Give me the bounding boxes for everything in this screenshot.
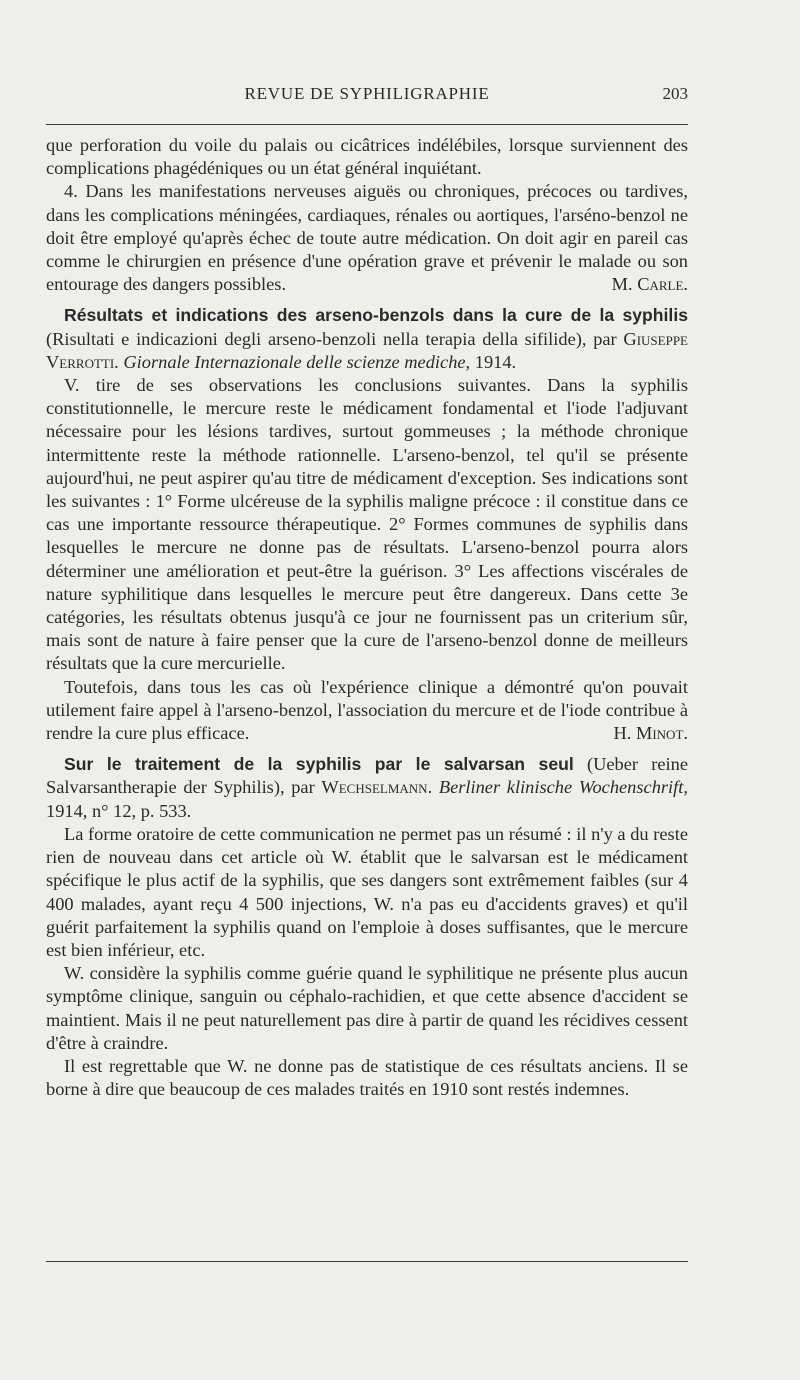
entry-author: Wechselmann [321, 777, 428, 798]
entry-journal: Giornale Internazionale delle scienze mediche, [123, 351, 471, 372]
entry-reference: 1914. [470, 351, 517, 372]
paragraph [46, 180, 688, 296]
entry-reference: 1914, n° 12, p. 533. [46, 800, 192, 821]
signature: H. Minot. [613, 723, 688, 744]
entry-reference: . [114, 351, 124, 372]
running-title: REVUE DE SYPHILIGRAPHIE [244, 84, 490, 103]
paragraph: La forme oratoire de cette communication ne permet pas un résumé : il n'y a du reste rien de nouveau dans cet article où W. établit que le salvarsan est le médicament spécifique le plus actif de la syphilis, que ses dangers sont extrêmement faibles (sur 4 400 malades, ayant reçu 4 500 injections, W. n'a pas eu d'accidents graves) et qu'il guérit parfaitement la syphilis quand on l'emploie à doses suffisantes, que le mercure est bien inférieur, etc. [46, 823, 688, 960]
paragraph: W. considère la syphilis comme guérie quand le syphilitique ne présente plus aucun symptôme clinique, sanguin ou céphalo-rachidien, et que cette absence d'accident se maintient. Mais il ne peut naturellement pas dire à partir de quand les récidives cessent d'être à craindre. [46, 963, 688, 1053]
entry-reference: (Risultati e indicazioni degli arseno-benzoli nella terapia della sifilide), par [46, 328, 624, 349]
paragraph [46, 676, 688, 746]
article-body [46, 134, 688, 1101]
paragraph-text: Toutefois, dans tous les cas où l'expérience clinique a démontré qu'on pouvait utilement faire appel à l'arseno-benzol, l'association du mercure et de l'iode contribue à rendre la cure plus efficace. [46, 676, 688, 744]
entry-author: Giuseppe Verrotti [46, 328, 688, 372]
review-entry [46, 304, 688, 374]
review-entry [46, 753, 688, 823]
page-number: 203 [662, 84, 688, 103]
footer-rule [46, 1261, 688, 1262]
entry-reference: (Ueber reine Salvarsantherapie der Syphilis), par [46, 754, 688, 798]
entry-journal: Berliner klinische Wochenschrift, [438, 777, 688, 798]
entry-title: Résultats et indications des arseno-benzols dans la cure de la syphilis [64, 305, 688, 326]
running-head [46, 84, 688, 110]
entry-title: Sur le traitement de la syphilis par le salvarsan seul [64, 754, 574, 775]
entry-reference: . [427, 777, 439, 798]
paragraph: que perforation du voile du palais ou cicâtrices indélébiles, lorsque surviennent des complications phagédéniques ou un état général inquiétant. [46, 135, 688, 179]
paragraph-text: 4. Dans les manifestations nerveuses aiguës ou chroniques, précoces ou tardives, dans les complications méningées, cardiaques, rénales ou aortiques, l'arséno-benzol ne doit être employé qu'après échec de toute autre médication. On doit agir en pareil cas comme le chirurgien en présence d'une opération grave et prévenir le malade ou son entourage des dangers possibles. [46, 181, 688, 295]
paragraph: V. tire de ses observations les conclusions suivantes. Dans la syphilis constitutionnelle, le mercure reste le médicament fondamental et l'iode l'adjuvant nécessaire pour les lésions tardives, surtout gommeuses ; la méthode chronique intermittente reste la méthode rationnelle. L'arseno-benzol, tel qu'il se présente aujourd'hui, ne peut aspirer qu'au titre de médicament d'exception. Ses indications sont les suivantes : 1° Forme ulcéreuse de la syphilis maligne précoce : il constitue dans ce cas une importante ressource thérapeutique. 2° Formes communes de syphilis dans lesquelles le mercure ne donne pas de résultats. L'arseno-benzol pourra alors déterminer une amélioration et peut-être la guérison. 3° Les affections viscérales de nature syphilitique dans lesquelles le mercure peut être dangereux. Dans cette 3e catégories, les résultats obtenus jusqu'à ce jour ne fournissent pas un criterium sûr, mais sont de nature à faire penser que la cure de l'arseno-benzol donne de meilleurs résultats que la cure mercurielle. [46, 375, 688, 674]
paragraph: Il est regrettable que W. ne donne pas de statistique de ces résultats anciens. Il se borne à dire que beaucoup de ces malades traités en 1910 sont restés indemnes. [46, 1055, 688, 1100]
signature: M. Carle. [611, 274, 688, 295]
header-rule [46, 124, 688, 125]
